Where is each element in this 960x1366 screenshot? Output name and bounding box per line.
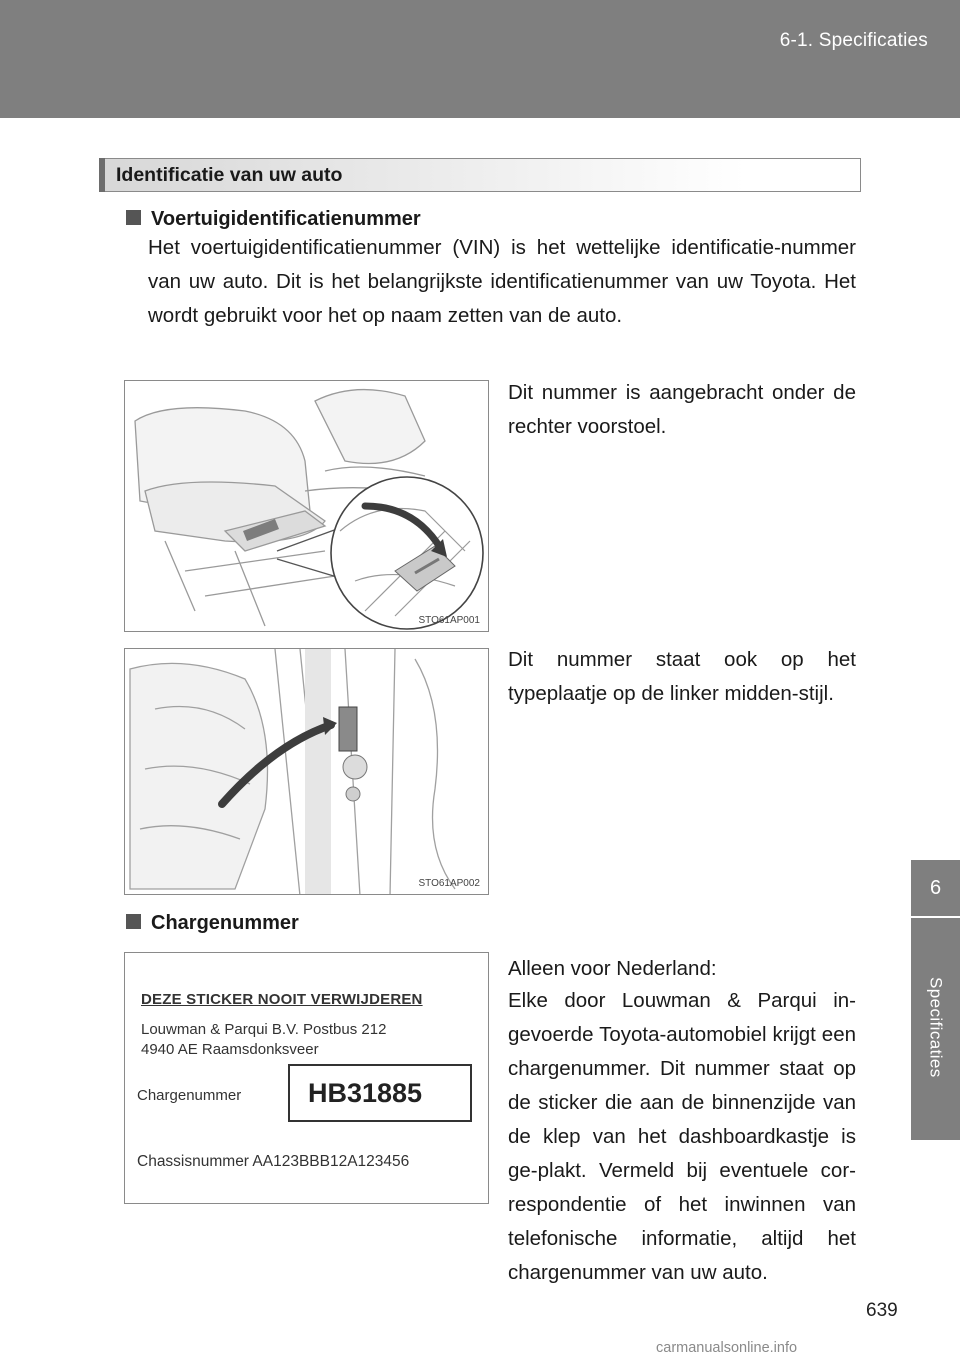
- sticker-chassis-number: Chassisnummer AA123BBB12A123456: [137, 1153, 410, 1170]
- vin-subheading: [126, 208, 421, 231]
- charge-number-box: HB31885: [288, 1064, 472, 1122]
- charge-intro: Alleen voor Nederland:: [508, 957, 717, 980]
- square-bullet-icon: [126, 914, 141, 929]
- header-band: [0, 0, 960, 118]
- figure-code: STO61AP002: [418, 878, 480, 889]
- chapter-number: 6: [911, 860, 960, 918]
- seat-illustration: [125, 381, 489, 632]
- sticker-address-line-2: 4940 AE Raamsdonksveer: [141, 1041, 319, 1058]
- header-section-title: 6-1. Specificaties: [779, 30, 928, 51]
- door-pillar-figure: [124, 648, 489, 895]
- square-bullet-icon: [126, 210, 141, 225]
- figure1-caption: Dit nummer is aangebracht onder de rechter voorstoel.: [508, 381, 856, 438]
- watermark: carmanualsonline.info: [656, 1340, 798, 1356]
- figure2-caption: Dit nummer staat ook op het typeplaatje op de linker midden-stijl.: [508, 648, 856, 705]
- charge-subheading-text: Chargenummer: [151, 912, 299, 934]
- sticker-figure: [124, 952, 489, 1204]
- vin-subheading-text: Voertuigidentificatienummer: [151, 208, 421, 230]
- sticker-title: DEZE STICKER NOOIT VERWIJDEREN: [141, 991, 423, 1008]
- chapter-tab: [911, 860, 960, 1140]
- seat-vin-figure: [124, 380, 489, 632]
- vin-body: Het voertuigidentificatienummer (VIN) is het wettelijke identificatie-nummer van uw auto. Dit is het belangrijkste identificatienummer van uw Toyota. Het wordt gebruikt voor het op naam zetten van de auto.: [148, 236, 856, 327]
- charge-subheading: [126, 912, 299, 935]
- sticker-address-line-1: Louwman & Parqui B.V. Postbus 212: [141, 1021, 387, 1038]
- page-number: 639: [866, 1300, 898, 1321]
- door-pillar-illustration: [125, 649, 489, 895]
- figure-code: STO61AP001: [418, 615, 480, 626]
- chapter-label: Specificaties: [926, 976, 946, 1078]
- charge-body: Elke door Louwman & Parqui in-gevoerde Toyota-automobiel krijgt een chargenummer. Dit nummer staat op de sticker die aan de binnenzijde van de klep van het dashboardkastje is ge-plakt. Vermeld bij eventuele cor-respondentie of het inwinnen van telefonische informatie, altijd het chargenummer van uw auto.: [508, 989, 856, 1284]
- sticker-charge-label: Chargenummer: [137, 1087, 242, 1104]
- section-heading: Identificatie van uw auto: [99, 158, 861, 192]
